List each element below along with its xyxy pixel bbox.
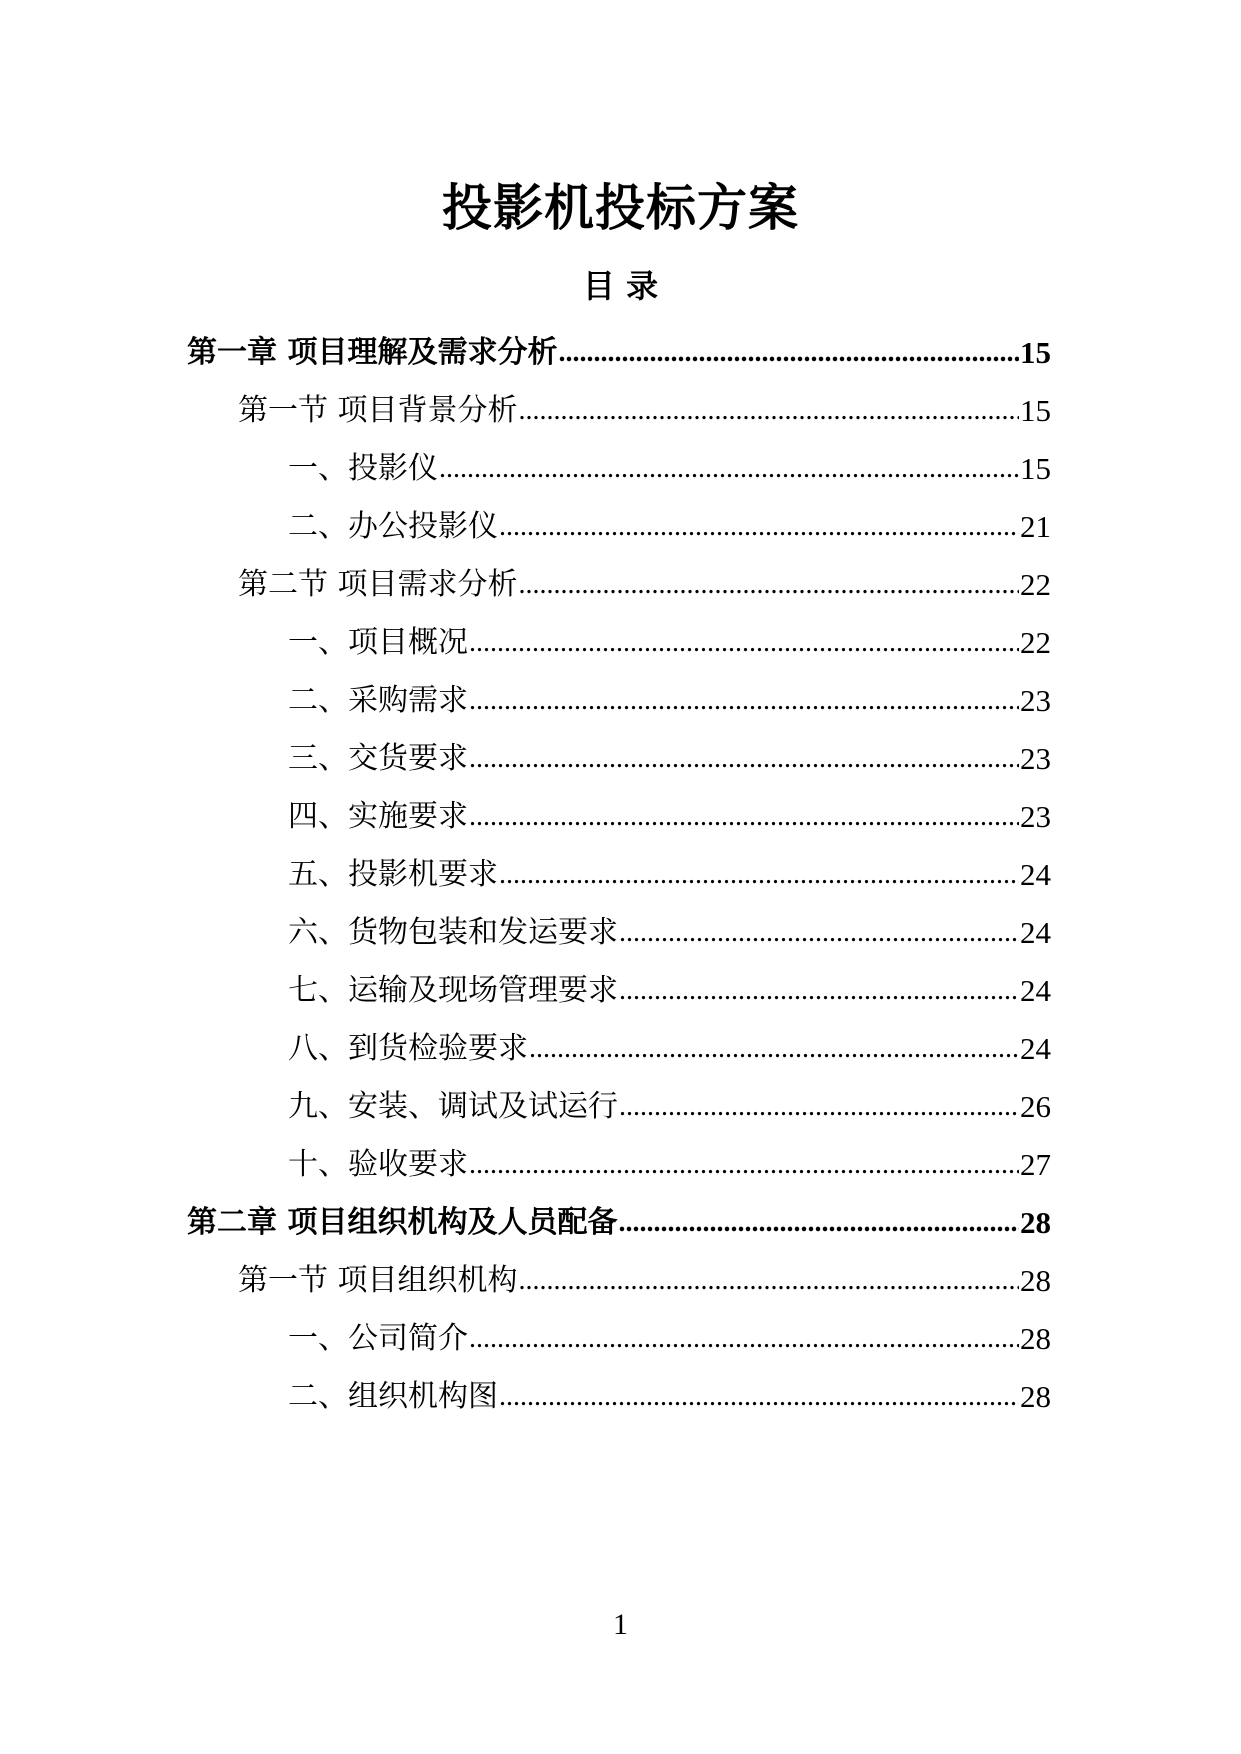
toc-entry-label: 第一节 项目背景分析 — [238, 393, 518, 428]
toc-entry-item[interactable] — [288, 443, 1051, 489]
toc-entry-chapter[interactable] — [187, 327, 1051, 373]
dot-leader — [519, 565, 1019, 605]
toc-entry-page: 23 — [1020, 741, 1051, 776]
toc-entry-label: 三、交货要求 — [288, 741, 468, 776]
dot-leader — [469, 681, 1019, 721]
toc-entry-item[interactable] — [288, 501, 1051, 547]
dot-leader — [469, 739, 1019, 779]
toc-entry-label: 十、验收要求 — [288, 1147, 468, 1182]
toc-entry-page: 28 — [1020, 1379, 1051, 1414]
dot-leader — [519, 1261, 1019, 1301]
dot-leader — [499, 1377, 1019, 1417]
toc-entry-page: 24 — [1020, 915, 1051, 950]
dot-leader — [469, 797, 1019, 837]
toc-entry-section[interactable] — [238, 1255, 1051, 1301]
toc-entry-item[interactable] — [288, 1081, 1051, 1127]
toc-entry-item[interactable] — [288, 907, 1051, 953]
page-number: 1 — [613, 1608, 628, 1641]
toc-entry-page: 24 — [1020, 1031, 1051, 1066]
toc-entry-item[interactable] — [288, 791, 1051, 837]
toc-entry-section[interactable] — [238, 559, 1051, 605]
dot-leader — [529, 1029, 1019, 1069]
dot-leader — [499, 507, 1019, 547]
dot-leader — [619, 971, 1019, 1011]
toc-entry-section[interactable] — [238, 385, 1051, 431]
dot-leader — [499, 855, 1019, 895]
toc-entry-label: 一、公司简介 — [288, 1321, 468, 1356]
toc-entry-page: 26 — [1020, 1089, 1051, 1124]
toc-entry-label: 第一章 项目理解及需求分析 — [187, 335, 558, 370]
toc-entry-item[interactable] — [288, 1371, 1051, 1417]
toc-entry-page: 23 — [1020, 799, 1051, 834]
toc-entry-label: 九、安装、调试及试运行 — [288, 1089, 618, 1124]
dot-leader — [469, 1319, 1019, 1359]
dot-leader — [619, 1087, 1019, 1127]
toc-entry-label: 第二节 项目需求分析 — [238, 567, 518, 602]
dot-leader — [439, 449, 1019, 489]
dot-leader — [619, 913, 1019, 953]
toc-entry-label: 第一节 项目组织机构 — [238, 1263, 518, 1298]
toc-entry-page: 15 — [1020, 393, 1051, 428]
toc-entry-item[interactable] — [288, 849, 1051, 895]
toc-entry-label: 二、组织机构图 — [288, 1379, 498, 1414]
toc-entry-item[interactable] — [288, 733, 1051, 779]
toc-entry-item[interactable] — [288, 1313, 1051, 1359]
dot-leader — [519, 391, 1019, 431]
toc-entry-page: 28 — [1020, 1263, 1051, 1298]
toc-entry-label: 四、实施要求 — [288, 799, 468, 834]
toc-entry-item[interactable] — [288, 965, 1051, 1011]
toc-entry-page: 22 — [1020, 625, 1051, 660]
toc-entry-label: 六、货物包装和发运要求 — [288, 915, 618, 950]
toc-entry-item[interactable] — [288, 675, 1051, 721]
toc-entry-label: 一、投影仪 — [288, 451, 438, 486]
toc-entry-label: 八、到货检验要求 — [288, 1031, 528, 1066]
toc-entry-label: 一、项目概况 — [288, 625, 468, 660]
dot-leader — [469, 623, 1019, 663]
toc-entry-page: 28 — [1020, 1205, 1051, 1240]
toc-entry-item[interactable] — [288, 617, 1051, 663]
dot-leader — [618, 1203, 1019, 1243]
toc-heading: 目 录 — [582, 267, 659, 305]
toc-entry-label: 二、办公投影仪 — [288, 509, 498, 544]
toc-entry-label: 五、投影机要求 — [288, 857, 498, 892]
toc-entry-label: 七、运输及现场管理要求 — [288, 973, 618, 1008]
toc-entry-page: 21 — [1020, 509, 1051, 544]
document-title: 投影机投标方案 — [442, 179, 799, 237]
toc-entry-label: 第二章 项目组织机构及人员配备 — [187, 1205, 618, 1240]
toc-entry-page: 22 — [1020, 567, 1051, 602]
toc-entry-page: 28 — [1020, 1321, 1051, 1356]
dot-leader — [558, 333, 1019, 373]
toc-entry-label: 二、采购需求 — [288, 683, 468, 718]
toc-entry-chapter[interactable] — [187, 1197, 1051, 1243]
toc-entry-page: 24 — [1020, 857, 1051, 892]
toc-entry-item[interactable] — [288, 1023, 1051, 1069]
toc-entry-page: 24 — [1020, 973, 1051, 1008]
toc-entry-page: 15 — [1020, 335, 1051, 370]
toc-entry-page: 15 — [1020, 451, 1051, 486]
toc-entry-page: 23 — [1020, 683, 1051, 718]
toc-entry-item[interactable] — [288, 1139, 1051, 1185]
toc-entry-page: 27 — [1020, 1147, 1051, 1182]
dot-leader — [469, 1145, 1019, 1185]
